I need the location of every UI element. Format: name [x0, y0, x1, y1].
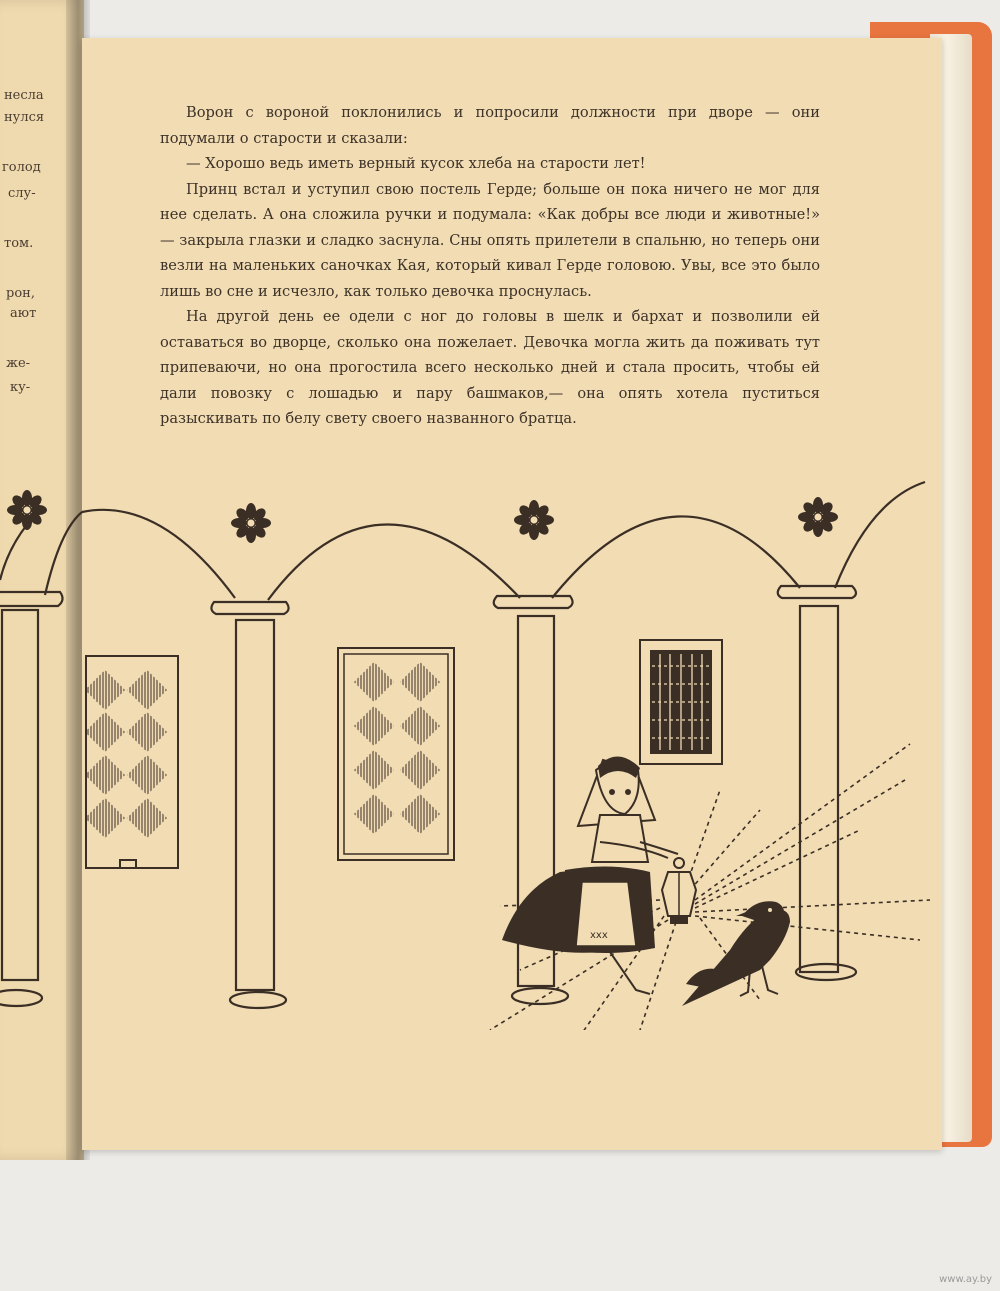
- left-fragment: том.: [4, 236, 34, 251]
- paragraph: Ворон с вороной поклонились и попросили должности при дворе — они подумали о старости и сказали:: [160, 104, 820, 147]
- flower-ornament: [514, 500, 554, 540]
- flower-ornament: [231, 503, 271, 543]
- columns: [0, 586, 856, 1008]
- flower-ornament: [798, 497, 838, 537]
- lantern: [662, 858, 696, 924]
- arches: [0, 482, 925, 600]
- paragraph: — Хорошо ведь иметь верный кусок хлеба на старости лет!: [186, 155, 646, 172]
- svg-text:xxx: xxx: [590, 930, 608, 941]
- left-fragment: ают: [10, 306, 37, 321]
- left-fragment: слу-: [8, 186, 36, 201]
- left-fragment: же-: [6, 356, 31, 371]
- watermark: www.ay.by: [939, 1274, 992, 1285]
- left-fragment: ку-: [10, 380, 31, 395]
- window: [640, 640, 722, 764]
- left-fragment: нулся: [4, 110, 45, 125]
- left-fragment: несла: [4, 88, 44, 103]
- left-fragment: рон,: [6, 286, 35, 301]
- story-text: [160, 100, 820, 432]
- tapestry: [338, 648, 454, 860]
- paragraph: На другой день ее одели с ног до головы в шелк и бархат и позволили ей оставаться во дворце, сколько она пожелает. Девочка могла жить да поживать тут припеваючи, но она прогостила всего несколько дней и стала просить, чтобы ей дали повозку с лошадью и пару башмаков,— она опять хотела пуститься разыскивать по белу свету своего названного братца.: [160, 308, 820, 427]
- girl-figure: [502, 756, 678, 994]
- flower-ornament: [7, 490, 47, 530]
- tapestry: [85, 656, 178, 868]
- paragraph: Принц встал и уступил свою постель Герде; больше он пока ничего не мог для нее сделать. А она сложила ручки и подумала: «Как добры все люди и животные!» — закрыла глазки и сладко заснула. Сны опять прилетели в спальню, но теперь они везли на маленьких саночках Кая, который кивал Герде головою. Увы, все это было лишь во сне и исчезло, как только девочка проснулась.: [160, 180, 820, 300]
- palace-illustration: [0, 470, 940, 1030]
- left-fragment: голод: [2, 160, 41, 175]
